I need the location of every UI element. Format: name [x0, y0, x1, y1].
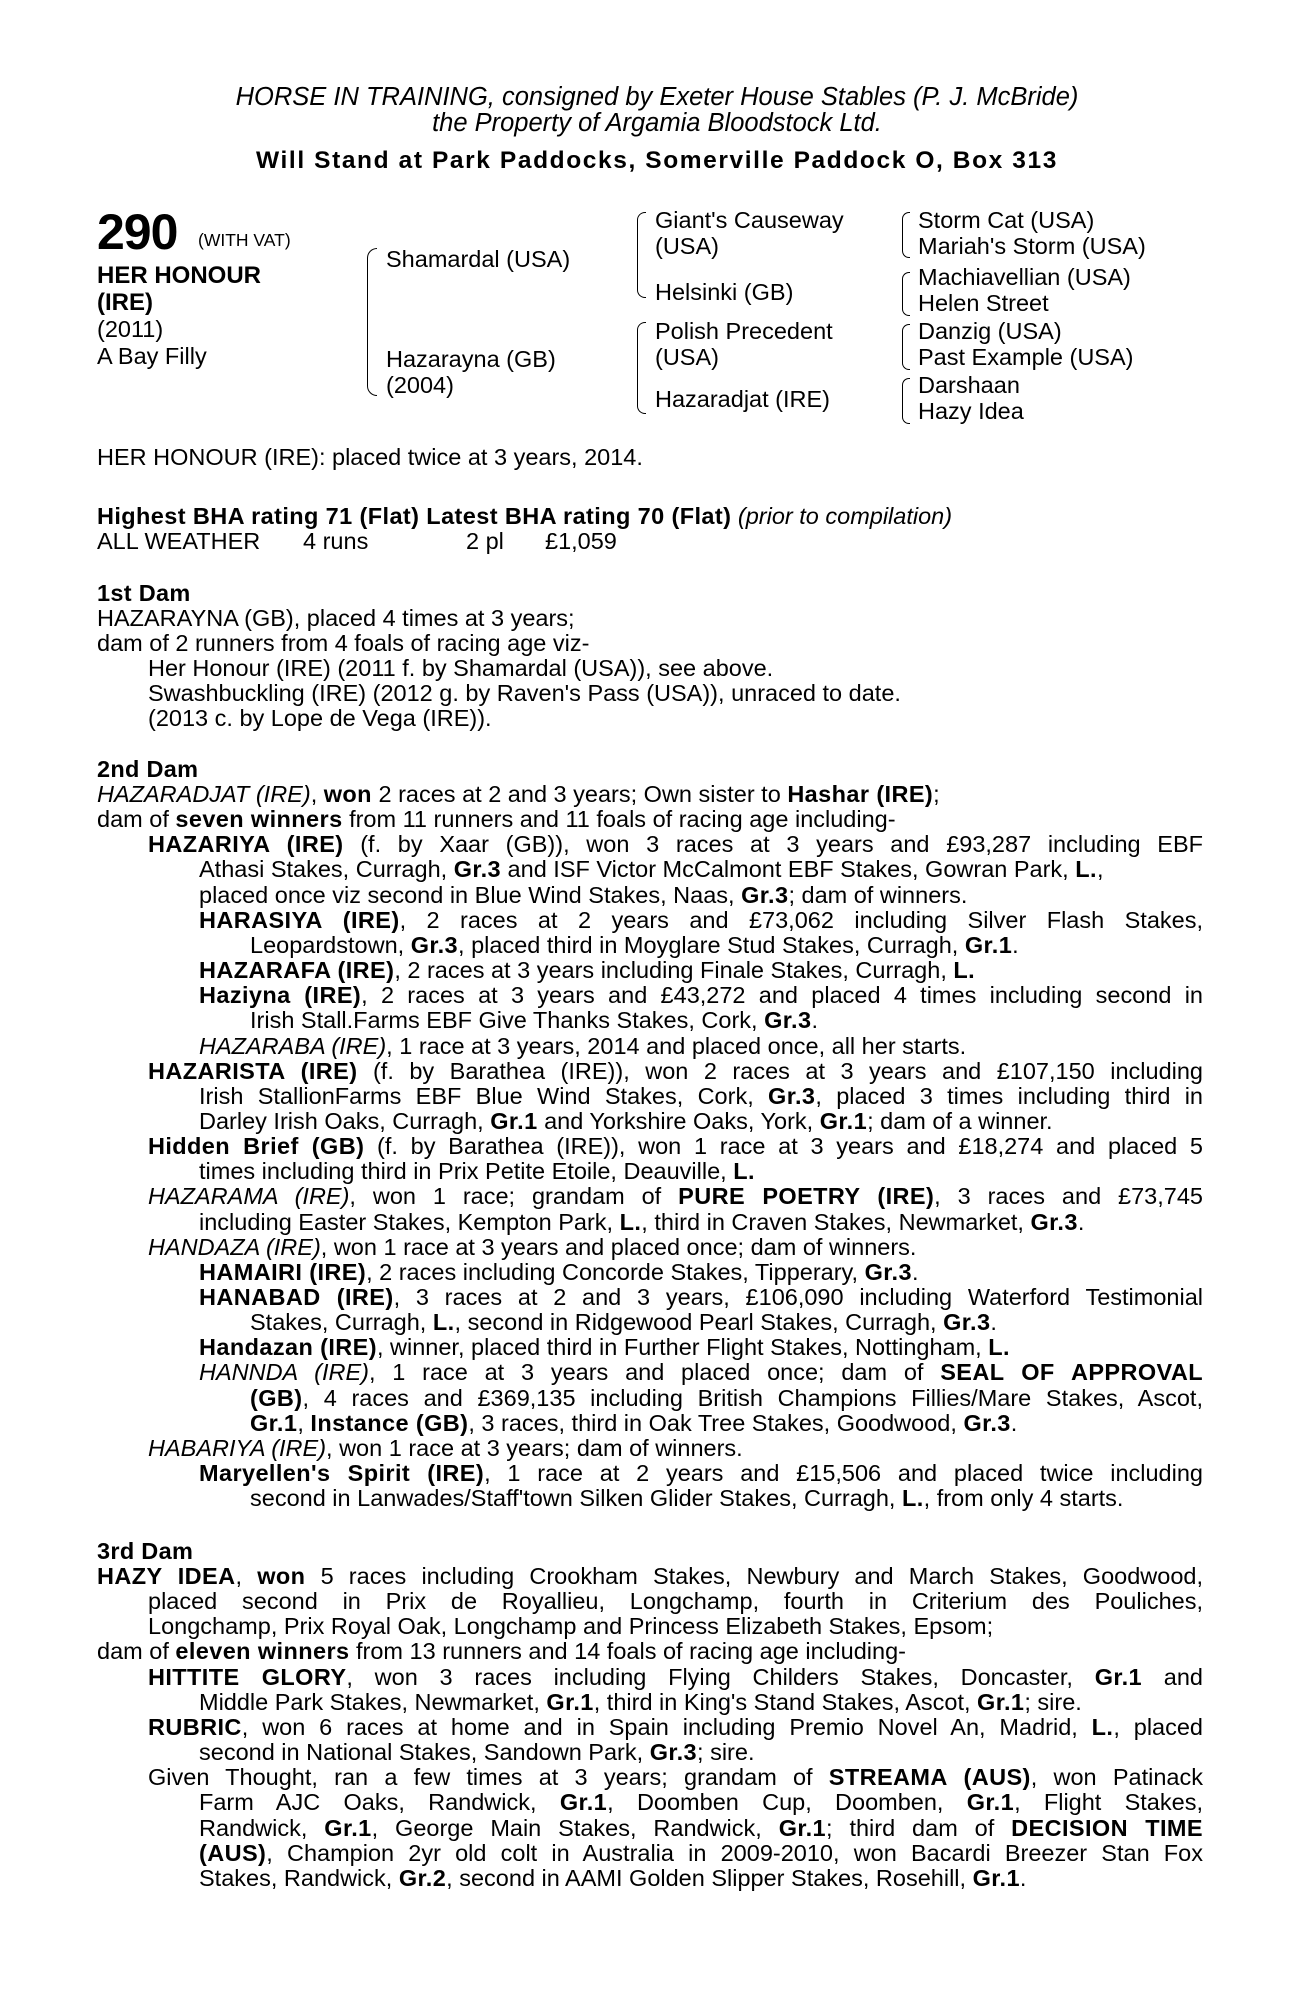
pedigree-sds: Machiavellian (USA) [918, 264, 1131, 290]
pedigree-text-line [199, 1033, 966, 1059]
text-run: ; [933, 781, 940, 807]
text-run: , 2 races including Concorde Stakes, Tipperary, [366, 1258, 865, 1285]
bold-run: Hidden Brief (GB) [148, 1133, 365, 1160]
pedigree-text-line [199, 1158, 755, 1184]
bold-run: HAZARAFA (IRE) [199, 957, 395, 984]
bold-run: Gr.3 [649, 1739, 698, 1766]
pedigree-text-line [250, 1485, 1123, 1511]
bold-run: L. [901, 1485, 924, 1512]
text-run: , 2 races at 3 years including Finale Stakes, Curragh, [394, 957, 954, 984]
bold-run: HITTITE GLORY [148, 1663, 347, 1690]
text-run: ; dam of winners. [788, 881, 968, 908]
first-dam-line: Swashbuckling (IRE) (2012 g. by Raven's Pass (USA)), unraced to date. [148, 680, 901, 706]
pedigree-sire-dam: Helsinki (GB) [655, 279, 794, 305]
pedigree-text-line [97, 1638, 906, 1664]
text-run: , [1096, 856, 1104, 883]
text-run: dam of [97, 806, 176, 833]
bold-run: RUBRIC [148, 1713, 242, 1740]
first-dam-line: Her Honour (IRE) (2011 f. by Shamardal (USA)), see above. [148, 655, 774, 681]
pedigree-bracket-main [367, 248, 377, 396]
text-run: . [811, 1007, 818, 1034]
text-run: . [990, 1309, 997, 1336]
pedigree-sire-sire-1: Giant's Causeway [655, 207, 844, 233]
bold-run: Gr.3 [764, 1007, 812, 1034]
pedigree-dam-sire-1: Polish Precedent [655, 318, 833, 344]
pedigree-text-line [199, 1789, 1203, 1815]
bold-run: Gr.3 [768, 1082, 816, 1109]
pedigree-dam-dam: Hazaradjat (IRE) [655, 386, 830, 412]
consignor-line: HORSE IN TRAINING, consigned by Exeter House Stables (P. J. McBride) [235, 83, 1079, 111]
text-run: , Flight Stakes, [1014, 1789, 1203, 1816]
text-run: ; sire. [697, 1739, 755, 1766]
pedigree-text-line [250, 1385, 1203, 1411]
text-run: , won 6 races at home and in Spain including Premio Novel An, Madrid, [241, 1713, 1092, 1740]
bold-run: HAZARIYA (IRE) [148, 831, 344, 858]
text-run: and ISF Victor McCalmont EBF Stakes, Gowran Park, [501, 856, 1076, 883]
bold-run: L. [733, 1158, 755, 1185]
pedigree-text-line [148, 1183, 1203, 1209]
italic-run: HAZARABA (IRE) [199, 1032, 387, 1059]
pedigree-text-line [199, 1259, 918, 1285]
text-run: , [310, 781, 324, 807]
bold-run: Gr.2 [398, 1864, 447, 1891]
text-run: , 1 race at 3 years, 2014 and placed once, all her starts. [386, 1032, 967, 1059]
pedigree-text-line [97, 1563, 1203, 1589]
aw-label: ALL WEATHER [97, 528, 261, 554]
vat-note: (WITH VAT) [198, 230, 291, 250]
text-run: , won 1 race; grandam of [349, 1183, 679, 1210]
italic-run: HANNDA (IRE) [199, 1359, 369, 1386]
text-run: , placed [1113, 1713, 1204, 1740]
text-run: , winner, placed third in Further Flight Stakes, Nottingham, [376, 1334, 989, 1361]
text-run: second in Lanwades/Staff'town Silken Glider Stakes, Curragh, [250, 1485, 902, 1512]
bold-run: Maryellen's Spirit (IRE) [199, 1460, 485, 1487]
owner-line: the Property of Argamia Bloodstock Ltd. [432, 109, 882, 137]
text-run: and [1142, 1663, 1203, 1690]
pedigree-dds: Darshaan [918, 372, 1020, 398]
text-run: . [911, 1258, 919, 1285]
pedigree-text-line [199, 882, 967, 908]
text-run: Darley Irish Oaks, Curragh, [199, 1107, 491, 1134]
bold-run: Gr.1 [778, 1814, 827, 1841]
text-run: Irish StallionFarms EBF Blue Wind Stakes, Cork, [199, 1082, 769, 1109]
bold-run: Hashar (IRE) [787, 781, 934, 807]
bold-run: SEAL OF APPROVAL [940, 1359, 1204, 1386]
horse-name-line2: (IRE) [97, 289, 153, 316]
text-run: , won 1 race at 3 years and placed once; dam of winners. [320, 1233, 917, 1260]
pedigree-ssd: Mariah's Storm (USA) [918, 233, 1146, 259]
text-run: times including third in Prix Petite Etoile, Deauville, [199, 1158, 734, 1185]
text-run: . [1077, 1208, 1085, 1235]
bold-run: L. [619, 1208, 642, 1235]
pedigree-text-line [199, 1865, 1026, 1891]
text-run: ; dam of a winner. [867, 1107, 1053, 1134]
bold-run: STREAMA (AUS) [828, 1764, 1031, 1791]
pedigree-text-line [250, 1410, 1017, 1436]
text-run: Middle Park Stakes, Newmarket, [199, 1688, 547, 1715]
pedigree-text-line [148, 1764, 1203, 1790]
first-dam-line: (2013 c. by Lope de Vega (IRE)). [148, 705, 492, 731]
pedigree-text-line [148, 1664, 1203, 1690]
text-run: , 3 races, third in Oak Tree Stakes, Goodwood, [468, 1409, 964, 1436]
text-run: 2 races at 2 and 3 years; Own sister to [371, 781, 788, 807]
text-run: , [235, 1563, 258, 1589]
text-run: (f. by Barathea (IRE)), won 1 race at 3 years and £18,274 and placed 5 [364, 1133, 1203, 1160]
text-run: Longchamp, Prix Royal Oak, Longchamp and Princess Elizabeth Stakes, Epsom; [148, 1613, 994, 1640]
bold-run: Gr.3 [1030, 1208, 1078, 1235]
pedigree-text-line [199, 1840, 1203, 1866]
bold-run: HARASIYA (IRE) [199, 906, 400, 933]
text-run: and Yorkshire Oaks, York, [537, 1107, 820, 1134]
bold-run: Gr.1 [972, 1864, 1020, 1891]
bold-run: HAZY IDEA [97, 1563, 236, 1589]
text-run: , placed third in Moyglare Stud Stakes, Curragh, [458, 931, 965, 958]
bold-run: L. [988, 1334, 1010, 1361]
text-run: . [1012, 931, 1019, 958]
bold-run: L. [432, 1309, 455, 1336]
text-run: from 13 runners and 14 foals of racing age including- [349, 1638, 906, 1665]
text-run: second in National Stakes, Sandown Park, [199, 1739, 650, 1766]
text-run: dam of [97, 1638, 176, 1665]
text-run: Randwick, [199, 1814, 325, 1841]
pedigree-text-line [148, 1588, 1203, 1614]
pedigree-text-line [148, 1714, 1203, 1740]
bold-run: Instance (GB) [310, 1409, 469, 1436]
text-run: , from only 4 starts. [923, 1485, 1124, 1512]
text-run: , 1 race at 3 years and placed once; dam of [368, 1359, 941, 1386]
horse-description: A Bay Filly [97, 343, 207, 369]
text-run: , 3 races and £73,745 [934, 1183, 1203, 1210]
bold-run: DECISION TIME [1011, 1814, 1203, 1841]
bold-run: Gr.1 [490, 1107, 538, 1134]
pedigree-sdd: Helen Street [918, 290, 1049, 316]
italic-run: HANDAZA (IRE) [148, 1233, 321, 1260]
text-run: , 3 races at 2 and 3 years, £106,090 including Waterford Testimonial [393, 1284, 1203, 1310]
pedigree-dsd: Past Example (USA) [918, 344, 1134, 370]
pedigree-text-line [199, 1334, 1010, 1360]
bold-run: HAZARISTA (IRE) [148, 1057, 358, 1084]
text-run: , second in Ridgewood Pearl Stakes, Curragh, [454, 1309, 944, 1336]
text-run: Irish Stall.Farms EBF Give Thanks Stakes, Cork, [250, 1007, 765, 1034]
bold-run: Gr.1 [546, 1688, 594, 1715]
pedigree-dam-sire-2: (USA) [655, 344, 719, 370]
text-run: ; third dam of [826, 1814, 1012, 1841]
second-dam-heading: 2nd Dam [97, 756, 199, 782]
pedigree-text-line [199, 1815, 1203, 1841]
pedigree-text-line [199, 856, 1103, 882]
italic-run: HABARIYA (IRE) [148, 1434, 327, 1461]
bold-run: Gr.3 [741, 881, 789, 908]
text-run: . [1019, 1864, 1027, 1891]
pedigree-text-line [250, 932, 1019, 958]
text-run: . [1010, 1409, 1018, 1436]
pedigree-bracket-dd [902, 378, 910, 424]
foaling-year: (2011) [97, 316, 164, 342]
bold-run: HANABAD (IRE) [199, 1284, 394, 1310]
text-run: from 11 runners and 11 foals of racing age including- [342, 806, 896, 833]
bold-run: Gr.1 [819, 1107, 868, 1134]
pedigree-sire-sire-2: (USA) [655, 233, 719, 259]
pedigree-text-line [148, 1435, 743, 1461]
text-run: placed second in Prix de Royallieu, Longchamp, fourth in Criterium des Pouliches, [148, 1588, 1203, 1615]
italic-run: HAZARADJAT (IRE) [97, 781, 311, 807]
aw-runs: 4 runs [303, 528, 369, 554]
bold-run: won [257, 1563, 306, 1589]
text-run: , Champion 2yr old colt in Australia in 2009-2010, won Bacardi Breezer Stan Fox [266, 1839, 1203, 1866]
text-run: Given Thought, ran a few times at 3 years; grandam of [148, 1764, 829, 1791]
pedigree-text-line [199, 907, 1203, 933]
bold-run: L. [1091, 1713, 1114, 1740]
horse-name [97, 262, 261, 316]
text-run: Stakes, Randwick, [199, 1864, 399, 1891]
pedigree-bracket-sire [637, 212, 646, 298]
pedigree-text-line [97, 806, 896, 832]
bold-run: eleven winners [175, 1638, 350, 1665]
bold-run: HAMAIRI (IRE) [199, 1258, 367, 1285]
pedigree-text-line [199, 982, 1203, 1008]
first-dam-line: dam of 2 runners from 4 foals of racing age viz- [97, 630, 590, 656]
bold-run: Gr.1 [977, 1688, 1025, 1715]
bold-run: L. [953, 957, 976, 984]
text-run: , George Main Stakes, Randwick, [371, 1814, 779, 1841]
location-line: Will Stand at Park Paddocks, Somerville Paddock O, Box 313 [256, 147, 1058, 174]
text-run: ; sire. [1024, 1688, 1082, 1715]
pedigree-text-line [199, 1359, 1203, 1385]
pedigree-text-line [250, 1309, 997, 1335]
text-run: , 2 races at 2 years and £73,062 including Silver Flash Stakes, [399, 906, 1203, 933]
bold-run: won [323, 781, 372, 807]
text-run: 5 races including Crookham Stakes, Newbury and March Stakes, Goodwood, [305, 1563, 1204, 1589]
text-run: Athasi Stakes, Curragh, [199, 856, 454, 883]
text-run: (f. by Xaar (GB)), won 3 races at 3 years and £93,287 including EBF [343, 831, 1203, 858]
bold-run: Gr.3 [453, 856, 502, 883]
text-run: , won Patinack [1030, 1764, 1203, 1791]
pedigree-dss: Danzig (USA) [918, 318, 1062, 344]
bold-run: Gr.3 [864, 1258, 912, 1285]
text-run: , won 3 races including Flying Childers Stakes, Doncaster, [346, 1663, 1095, 1690]
pedigree-bracket-sd [902, 272, 910, 316]
bold-run: Gr.1 [250, 1409, 298, 1436]
horse-name-line1: HER HONOUR [97, 262, 262, 289]
pedigree-bracket-ss [902, 212, 910, 258]
text-run: , second in AAMI Golden Slipper Stakes, Rosehill, [446, 1864, 973, 1891]
text-run: , 4 races and £369,135 including British Champions Fillies/Mare Stakes, Ascot, [302, 1384, 1203, 1411]
text-run: including Easter Stakes, Kempton Park, [199, 1208, 620, 1235]
bold-run: seven winners [175, 806, 343, 833]
pedigree-sss: Storm Cat (USA) [918, 207, 1095, 233]
pedigree-text-line [97, 781, 940, 807]
bold-run: Gr.1 [966, 1789, 1015, 1816]
text-run: Stakes, Curragh, [250, 1309, 433, 1336]
pedigree-text-line [199, 1083, 1203, 1109]
third-dam-heading: 3rd Dam [97, 1538, 194, 1564]
text-run: , Doomben Cup, Doomben, [607, 1789, 967, 1816]
text-run: , 1 race at 2 years and £15,506 and placed twice including [484, 1460, 1203, 1487]
bold-run: Gr.3 [410, 931, 459, 958]
text-run: , placed 3 times including third in [815, 1082, 1203, 1109]
pedigree-text-line [199, 1689, 1082, 1715]
pedigree-dam: Hazarayna (GB) [386, 346, 556, 372]
text-run: , 2 races at 3 years and £43,272 and placed 4 times including second in [361, 982, 1204, 1009]
pedigree-text-line [199, 1209, 1084, 1235]
lot-number: 290 [97, 204, 178, 260]
bold-run: Gr.1 [964, 931, 1013, 958]
bold-run: Gr.1 [559, 1789, 608, 1816]
pedigree-text-line [250, 1007, 818, 1033]
text-run: , [297, 1409, 311, 1436]
text-run: Leopardstown, [250, 931, 411, 958]
pedigree-text-line [199, 1460, 1203, 1486]
aw-placings: 2 pl [466, 528, 504, 554]
rating-line [97, 503, 952, 529]
pedigree-text-line [148, 1613, 993, 1639]
first-dam-heading: 1st Dam [97, 580, 191, 606]
first-dam-line: HAZARAYNA (GB), placed 4 times at 3 years; [97, 605, 575, 631]
text-run: , third in King's Stand Stakes, Ascot, [593, 1688, 978, 1715]
rating-text: Highest BHA rating 71 (Flat) Latest BHA rating 70 (Flat) [97, 503, 732, 529]
pedigree-bracket-dam [637, 322, 646, 414]
bold-run: (AUS) [199, 1839, 267, 1866]
bold-run: (GB) [250, 1384, 303, 1411]
text-run: , third in Craven Stakes, Newmarket, [641, 1208, 1031, 1235]
pedigree-text-line [199, 1739, 754, 1765]
bold-run: Gr.3 [963, 1409, 1011, 1436]
pedigree-ddd: Hazy Idea [918, 398, 1024, 424]
pedigree-text-line [148, 1133, 1203, 1159]
bold-run: L. [1075, 856, 1097, 883]
pedigree-text-line [199, 1284, 1203, 1310]
pedigree-dam-year: (2004) [386, 372, 454, 398]
horse-summary: HER HONOUR (IRE): placed twice at 3 years, 2014. [97, 444, 643, 470]
aw-earnings: £1,059 [545, 528, 617, 554]
rating-note: (prior to compilation) [737, 503, 953, 529]
bold-run: PURE POETRY (IRE) [678, 1183, 935, 1210]
italic-run: HAZARAMA (IRE) [148, 1183, 350, 1210]
pedigree-text-line [199, 957, 975, 983]
bold-run: Gr.3 [943, 1309, 991, 1336]
pedigree-sire: Shamardal (USA) [386, 246, 571, 272]
pedigree-text-line [148, 1234, 916, 1260]
text-run: (f. by Barathea (IRE)), won 2 races at 3 years and £107,150 including [357, 1057, 1203, 1084]
bold-run: Gr.1 [1094, 1663, 1143, 1690]
pedigree-text-line [148, 831, 1203, 857]
text-run: Farm AJC Oaks, Randwick, [199, 1789, 560, 1816]
bold-run: Haziyna (IRE) [199, 982, 362, 1009]
bold-run: Gr.1 [324, 1814, 372, 1841]
text-run: placed once viz second in Blue Wind Stakes, Naas, [199, 881, 742, 908]
text-run: , won 1 race at 3 years; dam of winners. [326, 1434, 743, 1461]
bold-run: Handazan (IRE) [199, 1334, 377, 1361]
pedigree-text-line [148, 1058, 1203, 1084]
pedigree-bracket-ds [902, 324, 910, 370]
pedigree-text-line [199, 1108, 1053, 1134]
